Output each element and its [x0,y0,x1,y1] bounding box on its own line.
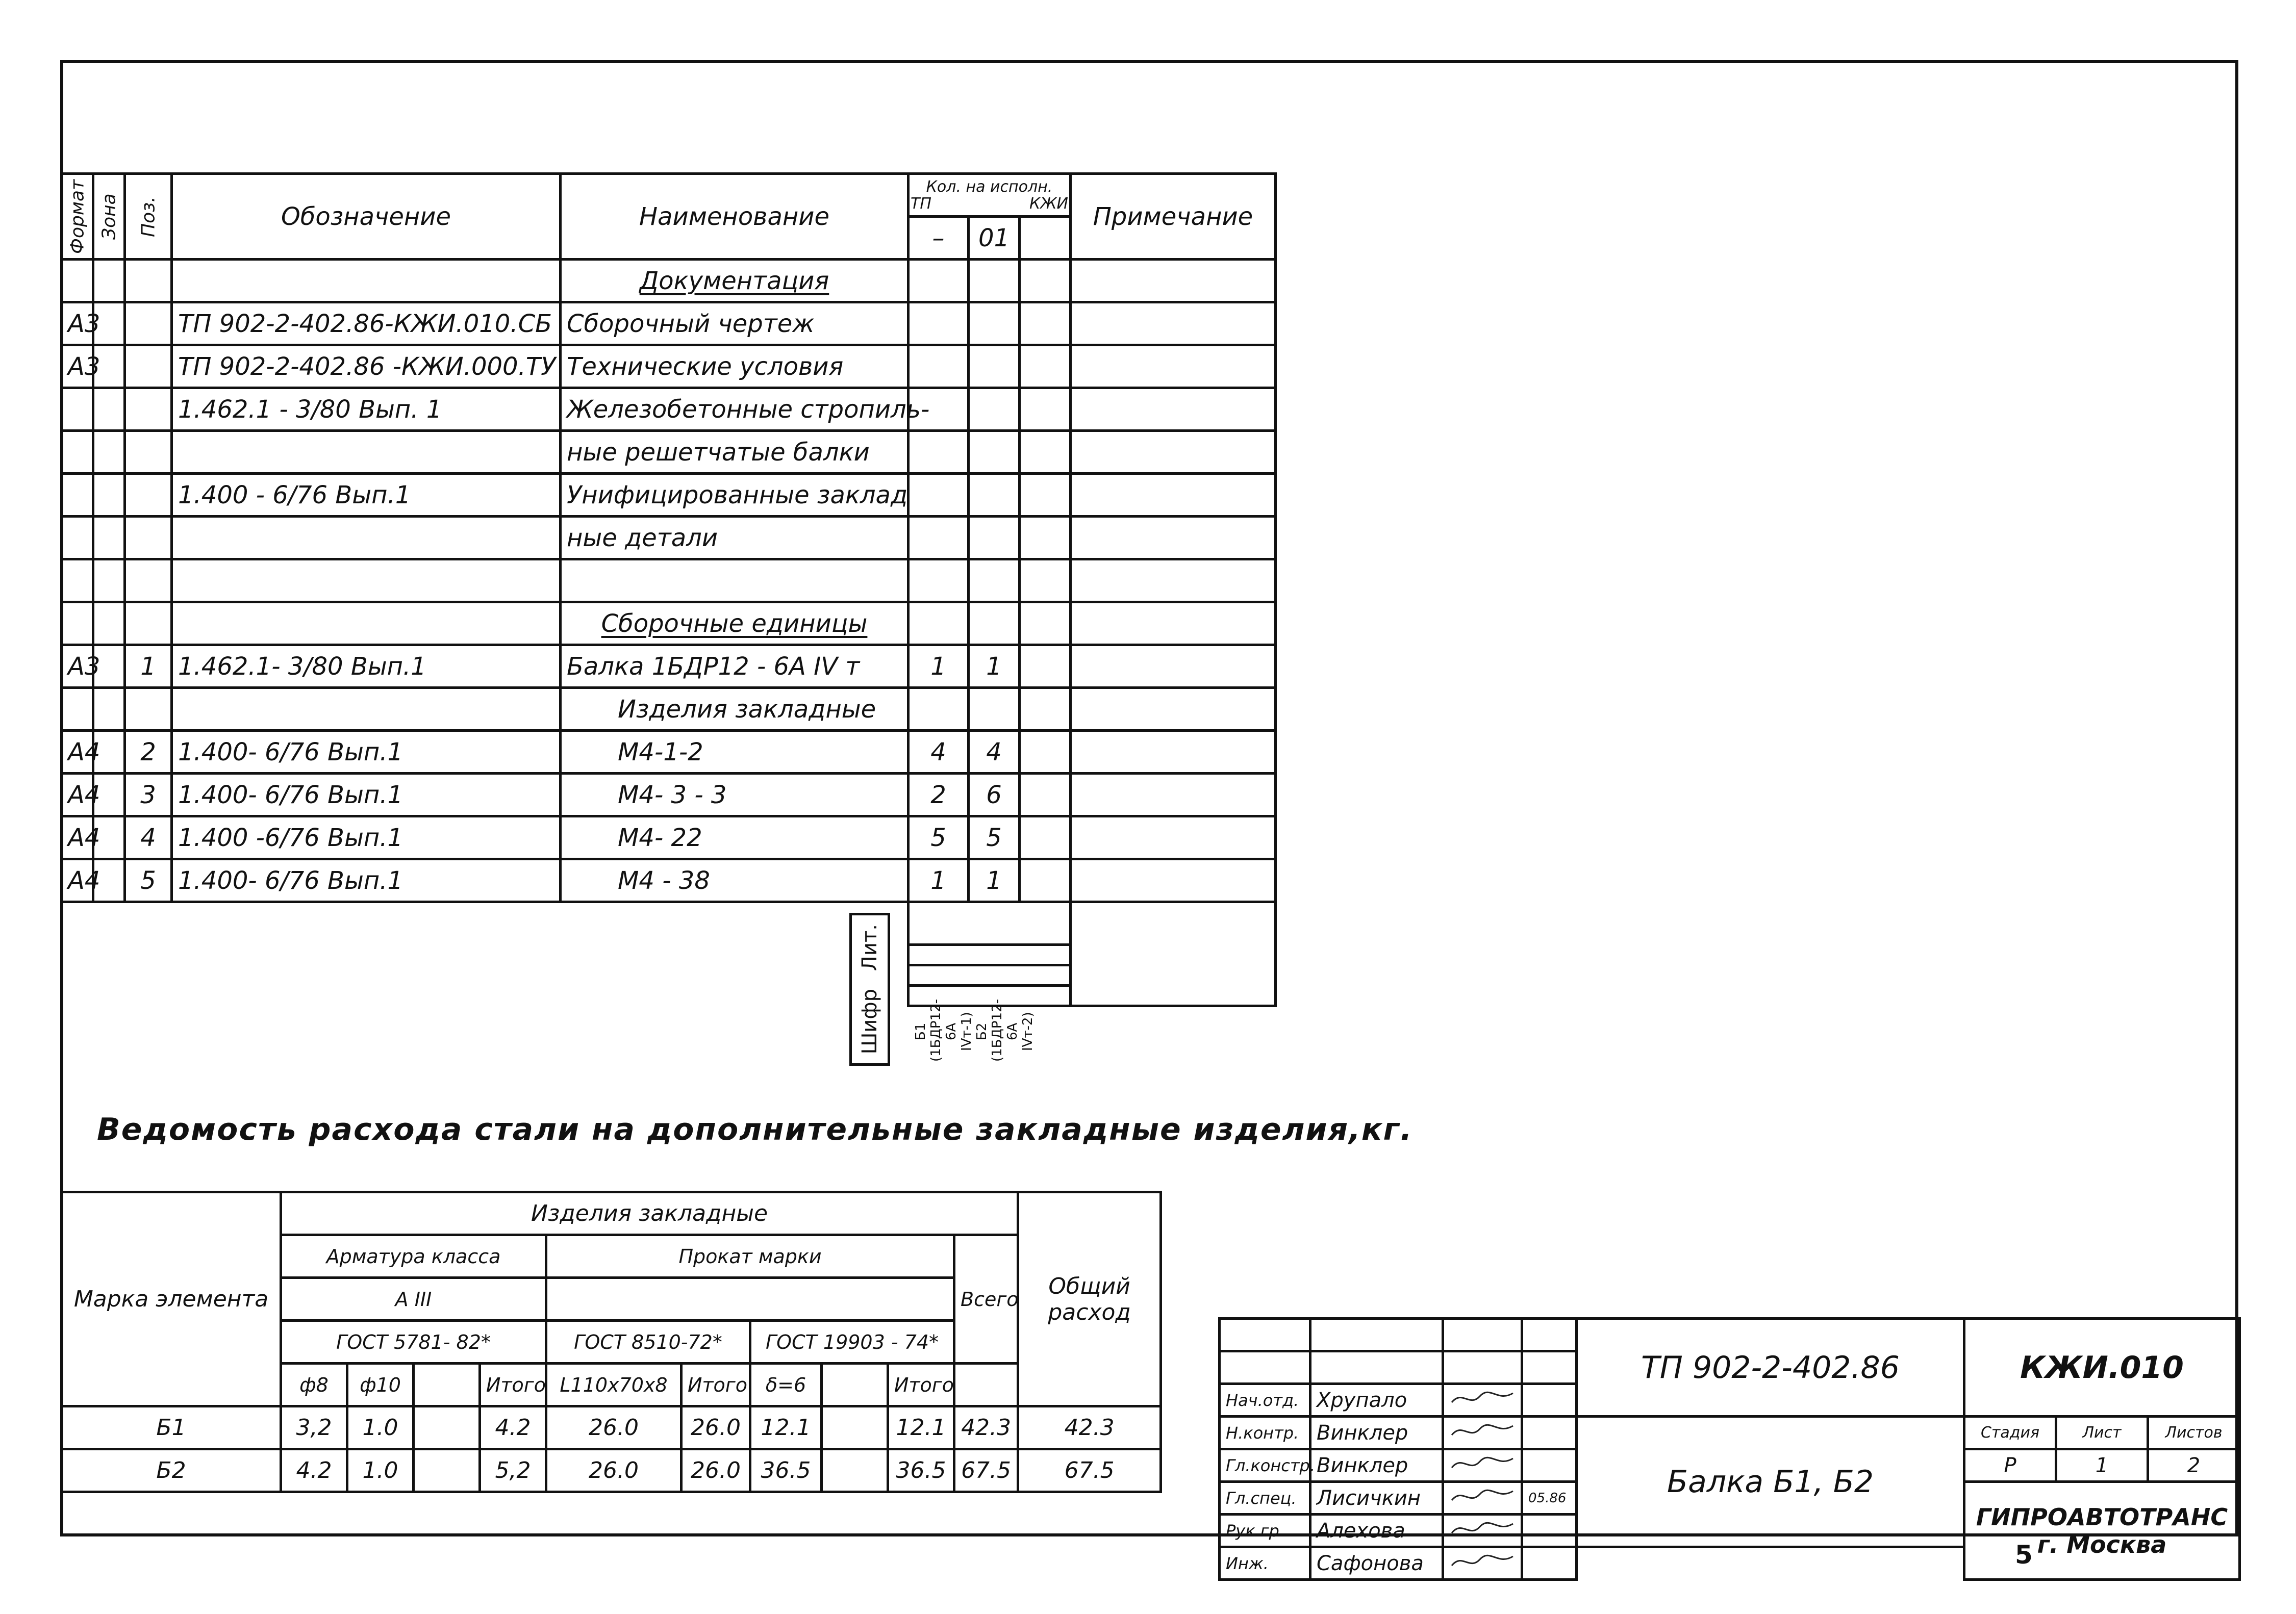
spec-pos: 4 [125,816,172,859]
vsego-header: Всего [954,1235,1018,1364]
steel-value: 36.5 [888,1449,954,1492]
spec-qty-tp: 1 [909,859,969,902]
spec-row [62,559,1276,602]
spec-pos [125,345,172,388]
spec-pos [125,688,172,731]
spec-qty-kzhi [1020,559,1071,602]
shifr-label: Шифр [858,989,881,1055]
spec-designation: 1.400- 6/76 Вып.1 [172,774,561,816]
spec-qty-kzhi [1020,345,1071,388]
spec-pos [125,474,172,517]
signer-role: Рук.гр. [1220,1515,1310,1547]
spec-qty-tp: 5 [909,816,969,859]
signer-name: Алехова [1310,1515,1443,1547]
gost-arm: ГОСТ 5781- 82* [281,1321,546,1364]
spec-qty-tp [909,559,969,602]
spec-format: А4 [62,859,93,902]
spec-qty-tp [909,260,969,302]
spec-qty-01: 1 [969,859,1020,902]
signature [1443,1515,1522,1547]
spec-qty-01: 4 [969,731,1020,774]
spec-format [62,388,93,431]
signature [1443,1449,1522,1482]
signature [1443,1547,1522,1580]
spec-designation: ТП 902-2-402.86 -КЖИ.000.ТУ [172,345,561,388]
spec-designation: 1.462.1 - 3/80 Вып. 1 [172,388,561,431]
spec-qty-01 [969,517,1020,559]
steel-value: 1.0 [347,1449,414,1492]
spec-qty-tp: 4 [909,731,969,774]
lit-shifr-labels [849,913,890,1066]
steel-col-header: ф10 [347,1364,414,1406]
spec-name: Изделия закладные [561,688,909,731]
steel-value: 1.0 [347,1406,414,1449]
spec-pos: 2 [125,731,172,774]
steel-vsego: 67.5 [954,1449,1018,1492]
spec-note [1071,816,1276,859]
spec-name: Документация [561,260,909,302]
spec-qty-kzhi [1020,302,1071,345]
spec-note [1071,431,1276,474]
spec-qty-tp [909,517,969,559]
steel-vsego: 42.3 [954,1406,1018,1449]
spec-zone [93,431,125,474]
spec-qty-01 [969,474,1020,517]
spec-format [62,688,93,731]
spec-name: Унифицированные заклад [561,474,909,517]
spec-pos [125,260,172,302]
steel-value: 12.1 [750,1406,822,1449]
spec-note [1071,302,1276,345]
lit-label: Лит. [858,924,881,971]
qty-label: Кол. на исполн. [926,177,1053,196]
spec-format [62,474,93,517]
spec-row [62,816,1276,859]
gost-19903: ГОСТ 19903 - 74* [750,1321,954,1364]
spec-qty-01 [969,602,1020,645]
spec-note [1071,388,1276,431]
sheet-code: КЖИ.010 [1964,1319,2240,1417]
spec-designation [172,517,561,559]
spec-qty-01 [969,345,1020,388]
spec-name: Технические условия [561,345,909,388]
spec-format [62,517,93,559]
spec-pos: 3 [125,774,172,816]
steel-value: 26.0 [546,1406,682,1449]
steel-col-header: Итого [480,1364,546,1406]
spec-format: А3 [62,302,93,345]
spec-designation [172,260,561,302]
spec-row [62,345,1276,388]
spec-qty-kzhi [1020,816,1071,859]
spec-row [62,731,1276,774]
steel-col-header: Итого [682,1364,750,1406]
spec-format: А3 [62,345,93,388]
spec-row [62,774,1276,816]
spec-format: А4 [62,774,93,816]
steel-col-header: Итого [888,1364,954,1406]
steel-caption: Ведомость расхода стали на дополнительные закладные изделия,кг. [97,1112,1413,1147]
shifr-b2: Б2 (1БДР12-6А IVт-2) [974,999,1036,1062]
col-format-header: Формат [62,174,93,260]
spec-qty-tp: 2 [909,774,969,816]
steel-value: 26.0 [682,1449,750,1492]
sign-date: 05.86 [1522,1482,1577,1515]
col-note-header: Примечание [1071,174,1276,260]
signer-name: Винклер [1310,1417,1443,1449]
armatura-header: Арматура класса [281,1235,546,1278]
spec-note [1071,688,1276,731]
stage-label: Стадия [1964,1417,2056,1449]
spec-qty-kzhi [1020,688,1071,731]
steel-row [62,1406,1161,1449]
spec-name: ные решетчатые балки [561,431,909,474]
col-name-header: Наименование [561,174,909,260]
spec-qty-kzhi [1020,645,1071,688]
signature [1443,1384,1522,1417]
spec-qty-01 [969,260,1020,302]
title-block [1218,1317,2241,1581]
spec-note [1071,731,1276,774]
sheet-value: 1 [2056,1449,2148,1482]
signer-role: Н.контр. [1220,1417,1310,1449]
spec-row [62,645,1276,688]
spec-designation: ТП 902-2-402.86-КЖИ.010.СБ [172,302,561,345]
steel-value: 4.2 [480,1406,546,1449]
spec-designation [172,602,561,645]
steel-col-header: L110х70х8 [546,1364,682,1406]
spec-format: А4 [62,731,93,774]
spec-zone [93,559,125,602]
signer-name: Лисичкин [1310,1482,1443,1515]
spec-row [62,517,1276,559]
spec-qty-kzhi [1020,774,1071,816]
drawing-title: Балка Б1, Б2 [1577,1417,1964,1547]
spec-note [1071,774,1276,816]
spec-designation: 1.400- 6/76 Вып.1 [172,731,561,774]
spec-qty-01 [969,431,1020,474]
spec-qty-kzhi [1020,260,1071,302]
shifr-values [913,997,1036,1066]
steel-value [822,1406,888,1449]
spec-name: Балка 1БДР12 - 6А IV т [561,645,909,688]
sign-date [1522,1515,1577,1547]
spec-pos: 1 [125,645,172,688]
spec-qty-kzhi [1020,517,1071,559]
spec-row [62,859,1276,902]
spec-qty-01 [969,388,1020,431]
spec-pos [125,602,172,645]
spec-row [62,260,1276,302]
spec-qty-tp [909,474,969,517]
spec-qty-kzhi [1020,431,1071,474]
specification-table [60,172,1277,1007]
qty-tp-label: ТП [911,194,931,213]
spec-note [1071,345,1276,388]
signer-name: Хрупало [1310,1384,1443,1417]
sheets-value: 2 [2148,1449,2240,1482]
spec-qty-kzhi [1020,388,1071,431]
steel-value [414,1406,480,1449]
spec-zone [93,688,125,731]
spec-format: А3 [62,645,93,688]
spec-pos [125,388,172,431]
signer-role: Инж. [1220,1547,1310,1580]
sign-date [1522,1417,1577,1449]
organization: ГИПРОАВТОТРАНС г. Москва [1964,1482,2240,1580]
gost-8510: ГОСТ 8510-72* [546,1321,750,1364]
qty-kzhi-label: КЖИ [1029,194,1068,213]
steel-value: 26.0 [682,1406,750,1449]
doc-code: ТП 902-2-402.86 [1577,1319,1964,1417]
mark-header: Марка элемента [62,1192,281,1406]
steel-row [62,1449,1161,1492]
steel-col-header [414,1364,480,1406]
steel-total: 42.3 [1018,1406,1161,1449]
spec-row [62,688,1276,731]
spec-rows [62,260,1276,902]
spec-row [62,474,1276,517]
spec-note [1071,260,1276,302]
spec-qty-tp: 1 [909,645,969,688]
spec-designation [172,688,561,731]
spec-name: Железобетонные стропиль- [561,388,909,431]
col-zone-header: Зона [93,174,125,260]
spec-pos [125,431,172,474]
spec-row [62,602,1276,645]
col-qty-header [909,174,1071,217]
spec-zone [93,602,125,645]
steel-rows [62,1406,1161,1492]
spec-designation: 1.400 - 6/76 Вып.1 [172,474,561,517]
steel-value [822,1449,888,1492]
spec-name: М4- 3 - 3 [561,774,909,816]
col-designation-header: Обозначение [172,174,561,260]
spec-qty-tp [909,602,969,645]
steel-col-header: ф8 [281,1364,347,1406]
spec-format [62,559,93,602]
steel-mark: Б1 [62,1406,281,1449]
spec-row [62,302,1276,345]
spec-note [1071,559,1276,602]
steel-value: 3,2 [281,1406,347,1449]
signer-role: Гл.констр. [1220,1449,1310,1482]
steel-value [414,1449,480,1492]
spec-pos [125,517,172,559]
spec-designation: 1.400- 6/76 Вып.1 [172,859,561,902]
spec-qty-tp [909,302,969,345]
sign-date [1522,1384,1577,1417]
spec-name: М4-1-2 [561,731,909,774]
steel-total: 67.5 [1018,1449,1161,1492]
stage-value: Р [1964,1449,2056,1482]
spec-qty-kzhi [1020,859,1071,902]
spec-qty-01 [969,559,1020,602]
spec-designation [172,431,561,474]
spec-name: М4 - 38 [561,859,909,902]
armatura-class: А III [281,1278,546,1321]
spec-zone [93,474,125,517]
steel-col-header: δ=6 [750,1364,822,1406]
spec-pos: 5 [125,859,172,902]
sheets-label: Листов [2148,1417,2240,1449]
spec-qty-tp [909,688,969,731]
sheet-label: Лист [2056,1417,2148,1449]
spec-note [1071,517,1276,559]
spec-pos [125,559,172,602]
spec-zone [93,260,125,302]
spec-name: М4- 22 [561,816,909,859]
spec-qty-01: 6 [969,774,1020,816]
steel-value: 26.0 [546,1449,682,1492]
sign-date [1522,1547,1577,1580]
steel-value: 5,2 [480,1449,546,1492]
spec-qty-01 [969,302,1020,345]
spec-pos [125,302,172,345]
spec-qty-tp [909,345,969,388]
steel-value: 36.5 [750,1449,822,1492]
spec-name: ные детали [561,517,909,559]
signature [1443,1482,1522,1515]
spec-designation: 1.400 -6/76 Вып.1 [172,816,561,859]
signer-role: Гл.спец. [1220,1482,1310,1515]
spec-format [62,260,93,302]
sign-date [1522,1449,1577,1482]
spec-zone [93,388,125,431]
steel-table [60,1191,1162,1493]
steel-value: 12.1 [888,1406,954,1449]
spec-row [62,388,1276,431]
spec-qty-kzhi [1020,474,1071,517]
spec-qty-kzhi [1020,731,1071,774]
steel-value: 4.2 [281,1449,347,1492]
spec-qty-01: 5 [969,816,1020,859]
spec-zone [93,517,125,559]
spec-row [62,431,1276,474]
signer-name: Сафонова [1310,1547,1443,1580]
steel-mark: Б2 [62,1449,281,1492]
spec-note [1071,474,1276,517]
spec-qty-01 [969,688,1020,731]
spec-designation: 1.462.1- 3/80 Вып.1 [172,645,561,688]
signer-name: Винклер [1310,1449,1443,1482]
spec-name [561,559,909,602]
spec-qty-kzhi [1020,602,1071,645]
spec-name: Сборочный чертеж [561,302,909,345]
qty-01-header: 01 [969,217,1020,260]
spec-qty-01: 1 [969,645,1020,688]
group-header: Изделия закладные [281,1192,1018,1235]
spec-note [1071,859,1276,902]
col-pos-header: Поз. [125,174,172,260]
total-header: Общий расход [1018,1192,1161,1406]
signer-role: Нач.отд. [1220,1384,1310,1417]
spec-format [62,602,93,645]
prokat-header: Прокат марки [546,1235,954,1278]
spec-format [62,431,93,474]
spec-qty-tp [909,431,969,474]
page-number: 5 [2015,1540,2033,1570]
signer-row [1220,1417,2240,1449]
steel-col-header [822,1364,888,1406]
spec-name: Сборочные единицы [561,602,909,645]
spec-format: А4 [62,816,93,859]
shifr-b1: Б1 (1БДР12-6А IVт-1) [913,999,974,1062]
signature [1443,1417,1522,1449]
qty-dash-header: – [909,217,969,260]
spec-designation [172,559,561,602]
spec-note [1071,602,1276,645]
spec-note [1071,645,1276,688]
